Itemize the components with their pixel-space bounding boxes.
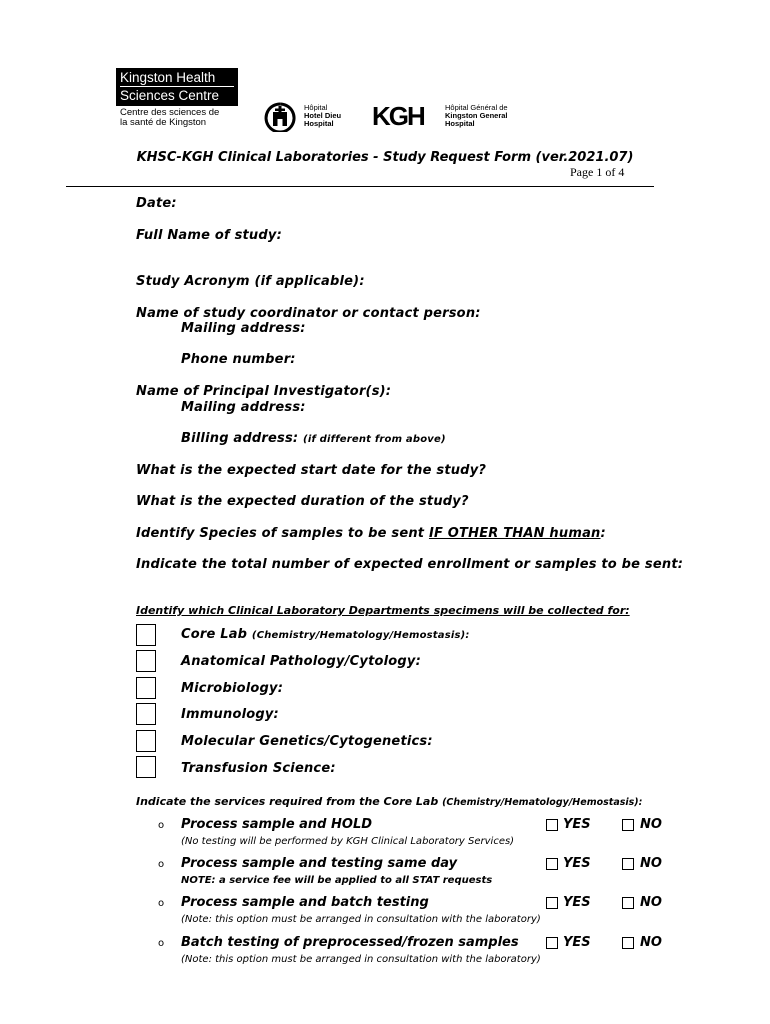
bullet: o (158, 859, 165, 870)
logo-sub-2: la santé de Kingston (120, 117, 207, 128)
services-heading-note: (Chemistry/Hematology/Hemostasis): (442, 797, 643, 808)
service-frozen-label: Batch testing of preprocessed/frozen samples (181, 935, 519, 950)
microbiology-label: Microbiology: (181, 681, 284, 696)
billing-label (181, 431, 446, 446)
yes-label: YES (563, 856, 591, 871)
molecular-genetics-checkbox[interactable] (136, 730, 156, 752)
hdh-line-1: Hôpital (304, 103, 328, 112)
service-hold-yes-checkbox[interactable] (546, 819, 558, 831)
no-label: NO (640, 817, 662, 832)
pi-label: Name of Principal Investigator(s): (136, 384, 392, 399)
form-title: KHSC-KGH Clinical Laboratories - Study Request Form (ver.2021.07) (136, 150, 634, 165)
logo-sub-1: Centre des sciences de (120, 107, 220, 118)
service-same-day-no-checkbox[interactable] (622, 858, 634, 870)
coordinator-label: Name of study coordinator or contact person: (136, 306, 481, 321)
pi-mailing-label: Mailing address: (181, 400, 306, 415)
transfusion-science-label: Transfusion Science: (181, 761, 336, 776)
no-label: NO (640, 856, 662, 871)
yes-label: YES (563, 817, 591, 832)
page-number: Page 1 of 4 (570, 165, 625, 179)
billing-text: Billing address: (181, 431, 299, 446)
species-prefix: Identify Species of samples to be sent (136, 526, 429, 541)
microbiology-checkbox[interactable] (136, 677, 156, 699)
service-frozen-yes-checkbox[interactable] (546, 937, 558, 949)
logo-line-1: Kingston Health (120, 70, 216, 85)
service-same-day-note: NOTE: a service fee will be applied to all STAT requests (181, 875, 493, 886)
kgh-line-1: Hôpital Général de (445, 103, 508, 112)
enrollment-question: Indicate the total number of expected enrollment or samples to be sent: (136, 557, 684, 572)
core-lab-text: Core Lab (181, 627, 248, 642)
species-question (136, 526, 606, 541)
core-lab-note: (Chemistry/Hematology/Hemostasis): (251, 630, 470, 641)
acronym-label: Study Acronym (if applicable): (136, 274, 365, 289)
species-suffix: : (600, 526, 606, 541)
services-heading-text: Indicate the services required from the Core Lab (136, 795, 439, 808)
service-hold-note: (No testing will be performed by KGH Clinical Laboratory Services) (181, 836, 515, 847)
molecular-genetics-label: Molecular Genetics/Cytogenetics: (181, 734, 433, 749)
hotel-dieu-emblem-icon (262, 102, 298, 132)
no-label: NO (640, 895, 662, 910)
core-lab-label (181, 627, 470, 642)
khsc-logo (116, 68, 238, 106)
bullet: o (158, 820, 165, 831)
date-label: Date: (136, 196, 177, 211)
start-date-question: What is the expected start date for the study? (136, 463, 487, 478)
coordinator-phone-label: Phone number: (181, 352, 296, 367)
service-hold-no-checkbox[interactable] (622, 819, 634, 831)
bullet: o (158, 898, 165, 909)
hdh-line-2: Hotel Dieu (304, 111, 342, 120)
kgh-line-3: Hospital (445, 119, 475, 128)
immunology-checkbox[interactable] (136, 703, 156, 725)
khsc-logo-french (120, 108, 219, 128)
header-divider (66, 186, 654, 187)
no-label: NO (640, 935, 662, 950)
transfusion-science-checkbox[interactable] (136, 756, 156, 778)
hdh-line-3: Hospital (304, 119, 334, 128)
service-same-day-label: Process sample and testing same day (181, 856, 458, 871)
anatomical-pathology-label: Anatomical Pathology/Cytology: (181, 654, 422, 669)
kgh-logo-mark: KGH (372, 101, 424, 131)
bullet: o (158, 938, 165, 949)
billing-note: (if different from above) (303, 434, 446, 445)
yes-label: YES (563, 935, 591, 950)
yes-label: YES (563, 895, 591, 910)
service-frozen-no-checkbox[interactable] (622, 937, 634, 949)
services-heading (136, 795, 642, 808)
service-batch-note: (Note: this option must be arranged in consultation with the laboratory) (181, 914, 541, 925)
service-hold-label: Process sample and HOLD (181, 817, 373, 832)
immunology-label: Immunology: (181, 707, 279, 722)
service-batch-label: Process sample and batch testing (181, 895, 429, 910)
core-lab-checkbox[interactable] (136, 624, 156, 646)
coordinator-mailing-label: Mailing address: (181, 321, 306, 336)
logo-line-2: Sciences Centre (120, 86, 234, 104)
anatomical-pathology-checkbox[interactable] (136, 650, 156, 672)
full-name-label: Full Name of study: (136, 228, 282, 243)
service-batch-yes-checkbox[interactable] (546, 897, 558, 909)
duration-question: What is the expected duration of the study? (136, 494, 469, 509)
kgh-name (445, 104, 508, 128)
kgh-line-2: Kingston General (445, 111, 508, 120)
service-same-day-yes-checkbox[interactable] (546, 858, 558, 870)
service-frozen-note: (Note: this option must be arranged in consultation with the laboratory) (181, 954, 541, 965)
service-batch-no-checkbox[interactable] (622, 897, 634, 909)
departments-heading: Identify which Clinical Laboratory Departments specimens will be collected for: (136, 604, 630, 617)
hotel-dieu-name (304, 104, 341, 128)
species-emphasis: IF OTHER THAN human (428, 526, 601, 541)
